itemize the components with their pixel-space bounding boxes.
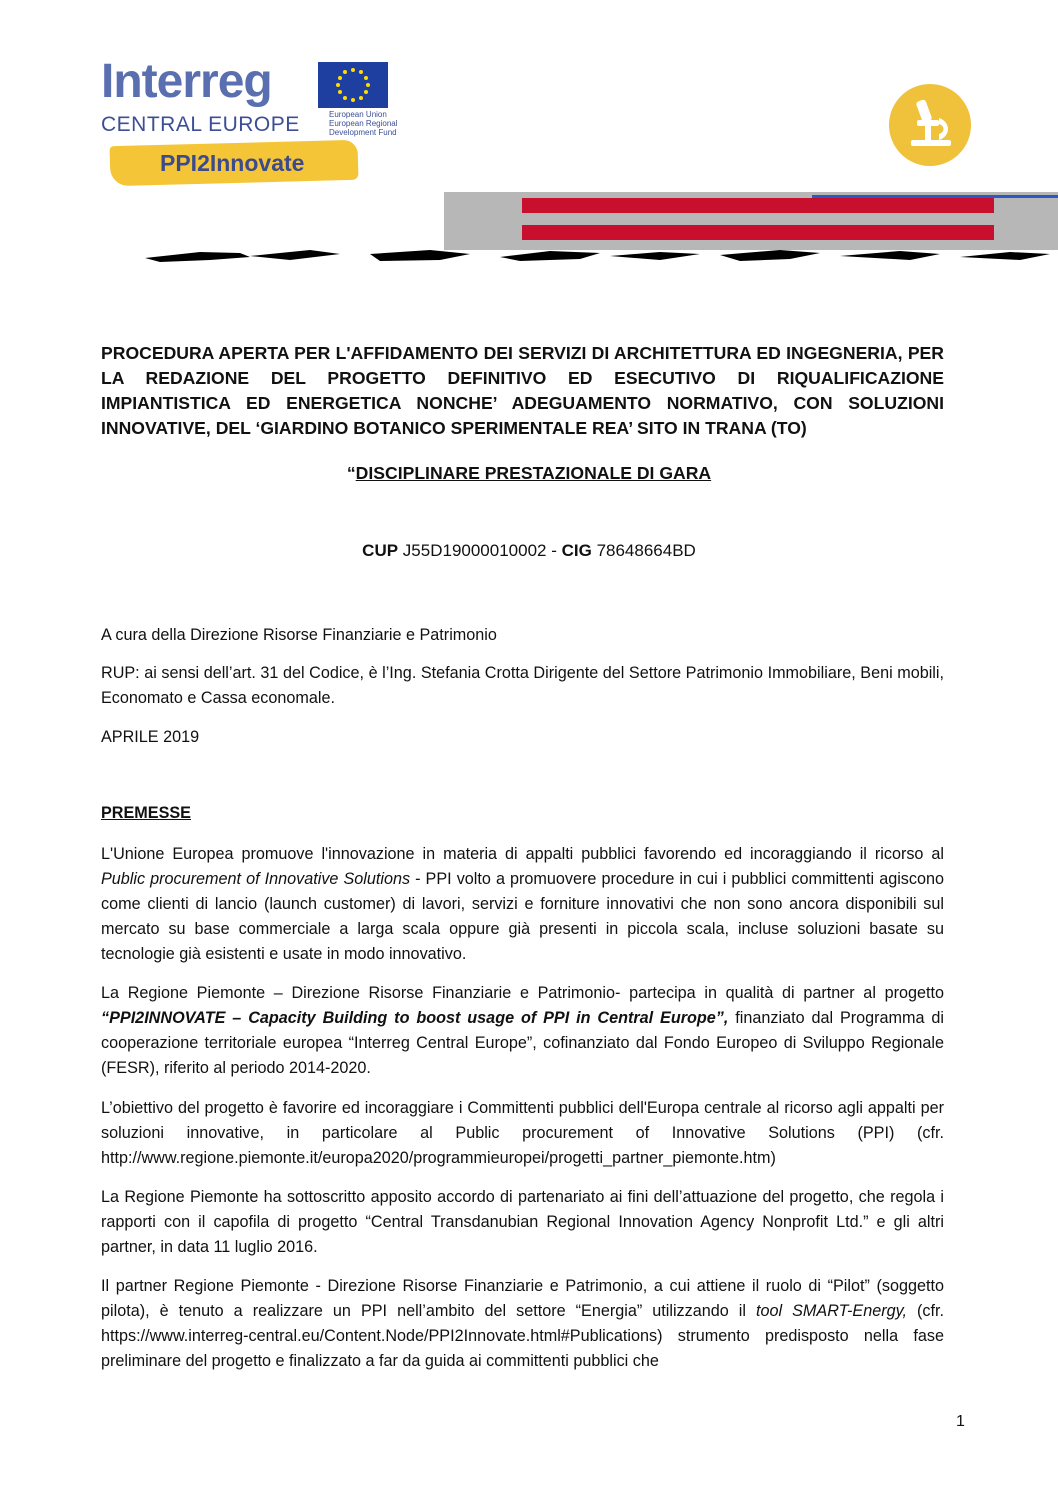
eu-flag-icon	[318, 62, 388, 108]
paragraph-4: La Regione Piemonte ha sottoscritto apposito accordo di partenariato ai fini dell’attuazione del progetto, che regola i rapporti con il capofila di progetto “Central Transdanubian Regional Innovation Agency Nonprofit Ltd.” e gli altri partner, in data 11 luglio 2016.	[101, 1188, 944, 1256]
paragraph-2: La Regione Piemonte – Direzione Risorse Finanziarie e Patrimonio- partecipa in qualità di partner al progetto “PPI2INNOVATE – Capacity Building to boost usage of PPI in Central Europe”, finanziato dal Programma di cooperazione territoriale europea “Interreg Central Europe”, cofinanziato dal Fondo Europeo di Sviluppo Regionale (FESR), riferito al periodo 2014-2020.	[101, 984, 945, 1077]
central-europe-label: CENTRAL EUROPE	[101, 113, 300, 136]
rup-paragraph: RUP: ai sensi dell’art. 31 del Codice, è l’Ing. Stefania Crotta Dirigente del Settore Patrimonio Immobiliare, Beni mobili, Economato e Cassa economale.	[101, 664, 944, 707]
microscope-icon	[889, 84, 971, 166]
cup-cig-line: CUP J55D19000010002 - CIG 78648664BD	[362, 541, 696, 560]
page-number: 1	[956, 1413, 965, 1430]
ppi2innovate-label: PPI2Innovate	[160, 150, 305, 176]
paragraph-3: L’obiettivo del progetto è favorire ed incoraggiare i Committenti pubblici dell'Europa centrale al ricorso agli appalti per soluzioni innovative, in particolare al Public procurement of Innovative Solutions (PPI) (cfr. http://www.regione.piemonte.it/europa2020/programmieuropei/progetti_partner_piemonte.htm)	[101, 1099, 944, 1167]
cura-line: A cura della Direzione Risorse Finanziarie e Patrimonio	[101, 626, 497, 644]
header-decor-red-stripe	[522, 198, 994, 213]
paragraph-5: Il partner Regione Piemonte - Direzione Risorse Finanziarie e Patrimonio, a cui attiene il ruolo di “Pilot” (soggetto pilota), è tenuto a realizzare un PPI nell’ambito del settore “Energia” utilizzando il tool SMART-Energy, (cfr. https://www.interreg-central.eu/Content.Node/PPI2Innovate.html#Publications) strumento predisposto nella fase preliminare del progetto e finalizzato a far da guida ai committenti pubblici che	[101, 1277, 944, 1370]
paragraph-1: L'Unione Europea promuove l'innovazione in materia di appalti pubblici favorendo ed incoraggiando il ricorso al Public procurement of Innovative Solutions - PPI volto a promuovere procedure in cui i pubblici committenti agiscono come clienti di lancio (launch customer) di lavori, servizi e forniture innovativi che non sono ancora disponibili sul mercato su base commerciale a larga scala oppure già presenti in piccola scala, incluse soluzioni basate su tecnologie già esistenti e usate in modo innovativo.	[101, 845, 944, 963]
premesse-heading: PREMESSE	[101, 804, 191, 822]
brushstroke-decoration	[140, 244, 1058, 266]
document-subtitle: “DISCIPLINARE PRESTAZIONALE DI GARA	[346, 463, 712, 483]
document-date: APRILE 2019	[101, 728, 200, 746]
interreg-logo-word: Interreg	[101, 55, 272, 108]
document-title: PROCEDURA APERTA PER L'AFFIDAMENTO DEI SERVIZI DI ARCHITETTURA ED INGEGNERIA, PER LA REDAZIONE DEL PROGETTO DEFINITIVO ED ESECUTIVO DI RIQUALIFICAZIONE IMPIANTISTICA ED ENERGETICA NONCHE’ ADEGUAMENTO NORMATIVO, CON SOLUZIONI INNOVATIVE, DEL ‘GIARDINO BOTANICO SPERIMENTALE REA’ SITO IN TRANA (TO)	[101, 343, 944, 438]
eu-fund-text: European Union European Regional Development Fund	[329, 110, 398, 137]
header-decor-red-stripe	[522, 225, 994, 240]
